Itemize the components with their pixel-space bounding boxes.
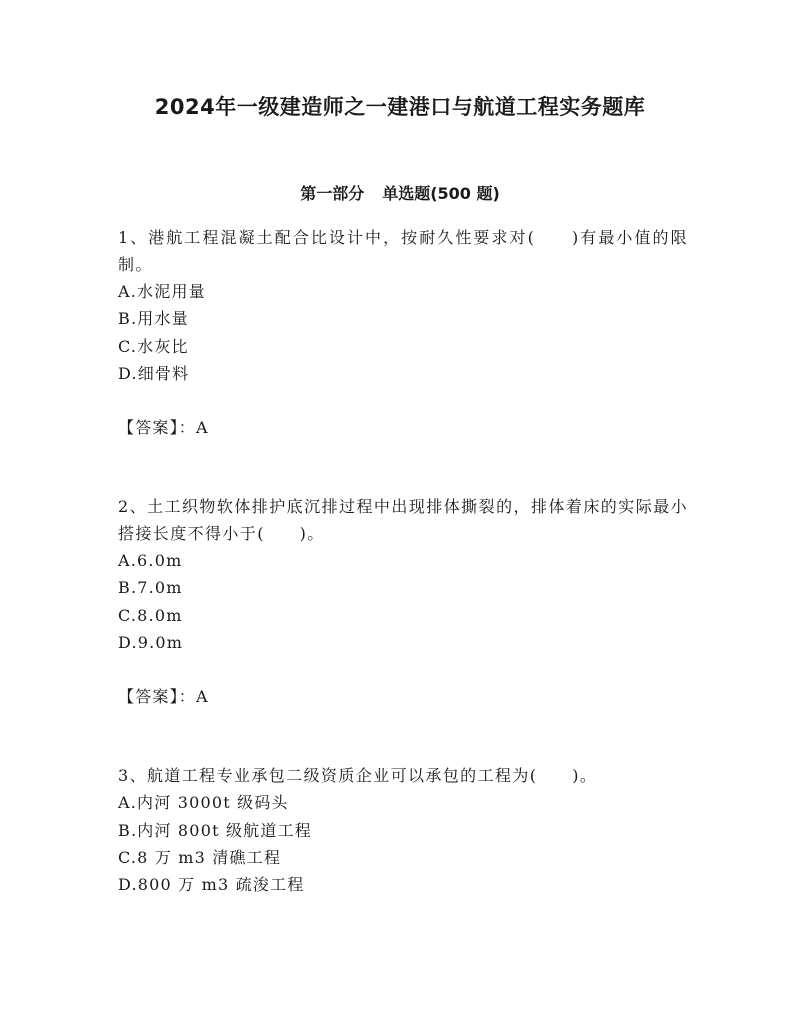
option-a: A.6.0m (118, 551, 183, 571)
option-b: B.7.0m (118, 578, 183, 598)
question-2 (118, 493, 688, 710)
question-stem: 3、航道工程专业承包二级资质企业可以承包的工程为( )。 (118, 766, 598, 786)
option-a: A.内河 3000t 级码头 (118, 793, 289, 813)
question-stem: 2、土工织物软体排护底沉排过程中出现排体撕裂的，排体着床的实际最小搭接长度不得小于( )。 (118, 497, 688, 544)
option-d: D.800 万 m3 疏浚工程 (118, 875, 305, 895)
section-type-label: 单选题(500 题) (382, 184, 500, 203)
question-1 (118, 224, 688, 441)
question-3 (118, 762, 688, 898)
option-c: C.水灰比 (118, 336, 189, 356)
option-a: A.水泥用量 (118, 282, 206, 301)
option-c: C.8 万 m3 清礁工程 (118, 847, 282, 867)
section-part-label: 第一部分 (300, 184, 365, 203)
question-list (118, 224, 688, 899)
document-title: 2024年一级建造师之一建港口与航道工程实务题库 (154, 95, 646, 119)
answer: 【答案】：A (118, 687, 209, 707)
section-title (0, 182, 800, 206)
option-b: B.内河 800t 级航道工程 (118, 820, 312, 840)
option-c: C.8.0m (118, 605, 183, 625)
question-stem: 1、港航工程混凝土配合比设计中，按耐久性要求对( )有最小值的限制。 (118, 228, 688, 274)
option-d: D.9.0m (118, 633, 184, 653)
answer: 【答案】：A (118, 418, 209, 438)
option-d: D.细骨料 (118, 363, 190, 383)
option-b: B.用水量 (118, 309, 189, 329)
